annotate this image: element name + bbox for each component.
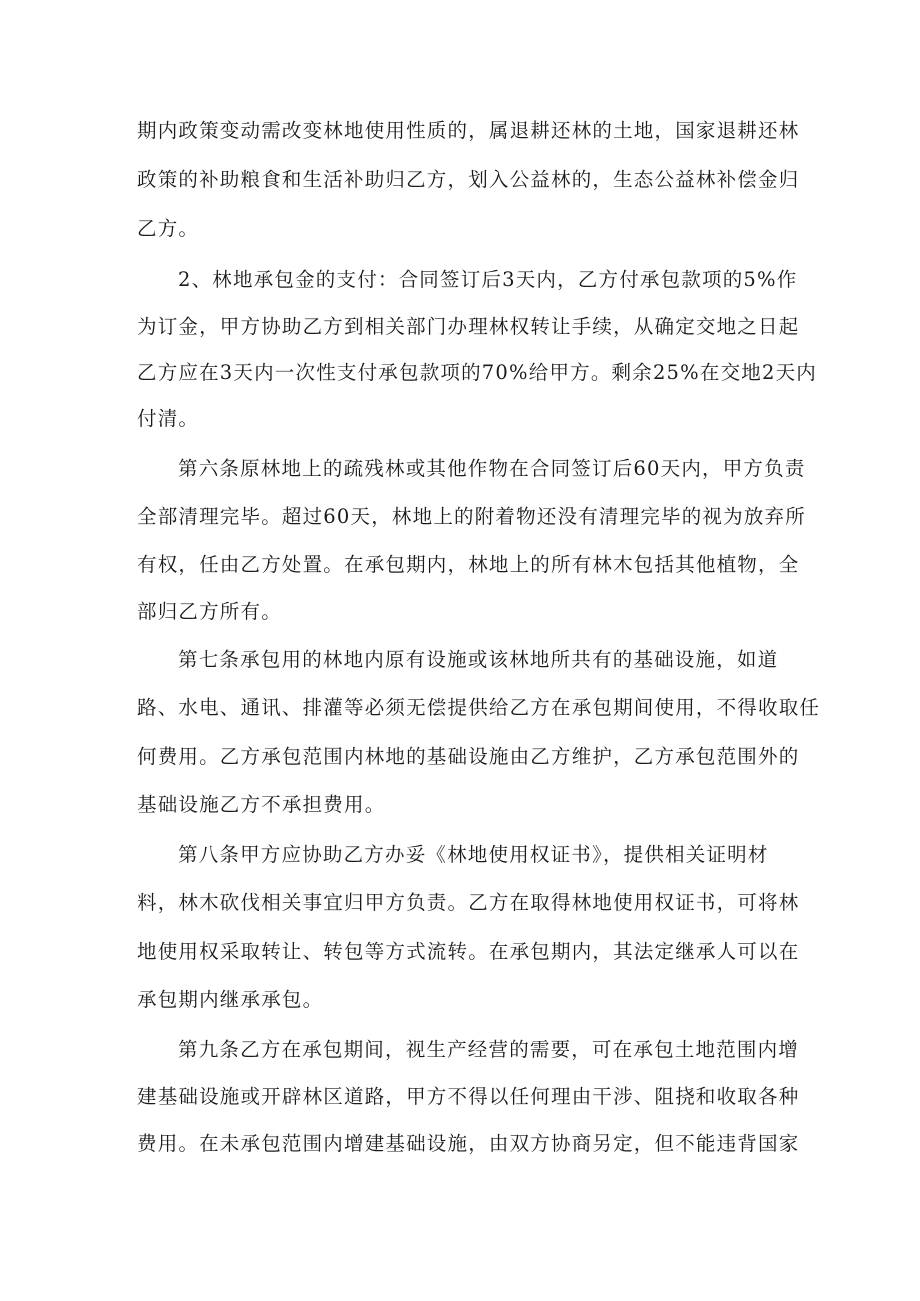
text-line-content: 期内政策变动需改变林地使用性质的，属退耕还林的土地，国家退耕还林 — [137, 119, 800, 142]
text-line — [0, 737, 920, 777]
text-line — [0, 592, 920, 632]
text-line-content: 部归乙方所有。 — [137, 600, 282, 623]
text-line-content: 为订金，甲方协助乙方到相关部门办理林权转让手续，从确定交地之日起 — [137, 315, 800, 338]
text-line — [0, 449, 920, 489]
text-line-content: 第六条原林地上的疏残林或其他作物在合同签订后60天内，甲方负责 — [178, 457, 806, 480]
text-line-content: 何费用。乙方承包范围内林地的基础设施由乙方维护，乙方承包范围外的 — [137, 745, 800, 768]
text-line — [0, 1030, 920, 1070]
text-line — [0, 209, 920, 249]
text-line-content: 第八条甲方应协助乙方办妥《林地使用权证书》，提供相关证明材 — [178, 843, 769, 866]
text-line-content: 全部清理完毕。超过60天，林地上的附着物还没有清理完毕的视为放弃所 — [137, 505, 806, 528]
text-line — [0, 497, 920, 537]
text-line — [0, 260, 920, 300]
text-line-content: 承包期内继承承包。 — [137, 988, 324, 1011]
text-line-content: 基础设施乙方不承担费用。 — [137, 793, 386, 816]
text-line — [0, 545, 920, 585]
text-line — [0, 399, 920, 439]
text-line — [0, 640, 920, 680]
text-line — [0, 835, 920, 875]
text-line — [0, 932, 920, 972]
text-line-content: 有权，任由乙方处置。在承包期内，林地上的所有林木包括其他植物，全 — [137, 553, 800, 576]
text-line — [0, 160, 920, 200]
text-line-content: 建基础设施或开辟林区道路，甲方不得以任何理由干涉、阻挠和收取各种 — [137, 1085, 800, 1108]
text-line-content: 第七条承包用的林地内原有设施或该林地所共有的基础设施，如道 — [178, 648, 779, 671]
text-line-content: 路、水电、通讯、排灌等必须无偿提供给乙方在承包期间使用，不得收取任 — [137, 696, 821, 719]
text-line-content: 政策的补助粮食和生活补助归乙方，划入公益林的，生态公益林补偿金归 — [137, 168, 800, 191]
text-line — [0, 688, 920, 728]
text-line-content: 费用。在未承包范围内增建基础设施，由双方协商另定，但不能违背国家 — [137, 1132, 800, 1155]
text-line-content: 乙方应在3天内一次性支付承包款项的70%给甲方。剩余25%在交地2天内 — [137, 361, 817, 384]
text-line — [0, 1077, 920, 1117]
text-line — [0, 883, 920, 923]
text-line — [0, 353, 920, 393]
text-line-content: 第九条乙方在承包期间，视生产经营的需要，可在承包土地范围内增 — [178, 1038, 800, 1061]
text-line-content: 2、林地承包金的支付：合同签订后3天内，乙方付承包款项的5%作 — [178, 268, 798, 291]
text-line — [0, 111, 920, 151]
text-line — [0, 1124, 920, 1164]
text-line — [0, 785, 920, 825]
text-line-content: 付清。 — [137, 407, 200, 430]
text-line — [0, 980, 920, 1020]
text-line-content: 地使用权采取转让、转包等方式流转。在承包期内，其法定继承人可以在 — [137, 940, 800, 963]
text-line — [0, 307, 920, 347]
text-line-content: 乙方。 — [137, 217, 200, 240]
text-line-content: 料，林木砍伐相关事宜归甲方负责。乙方在取得林地使用权证书，可将林 — [137, 891, 800, 914]
